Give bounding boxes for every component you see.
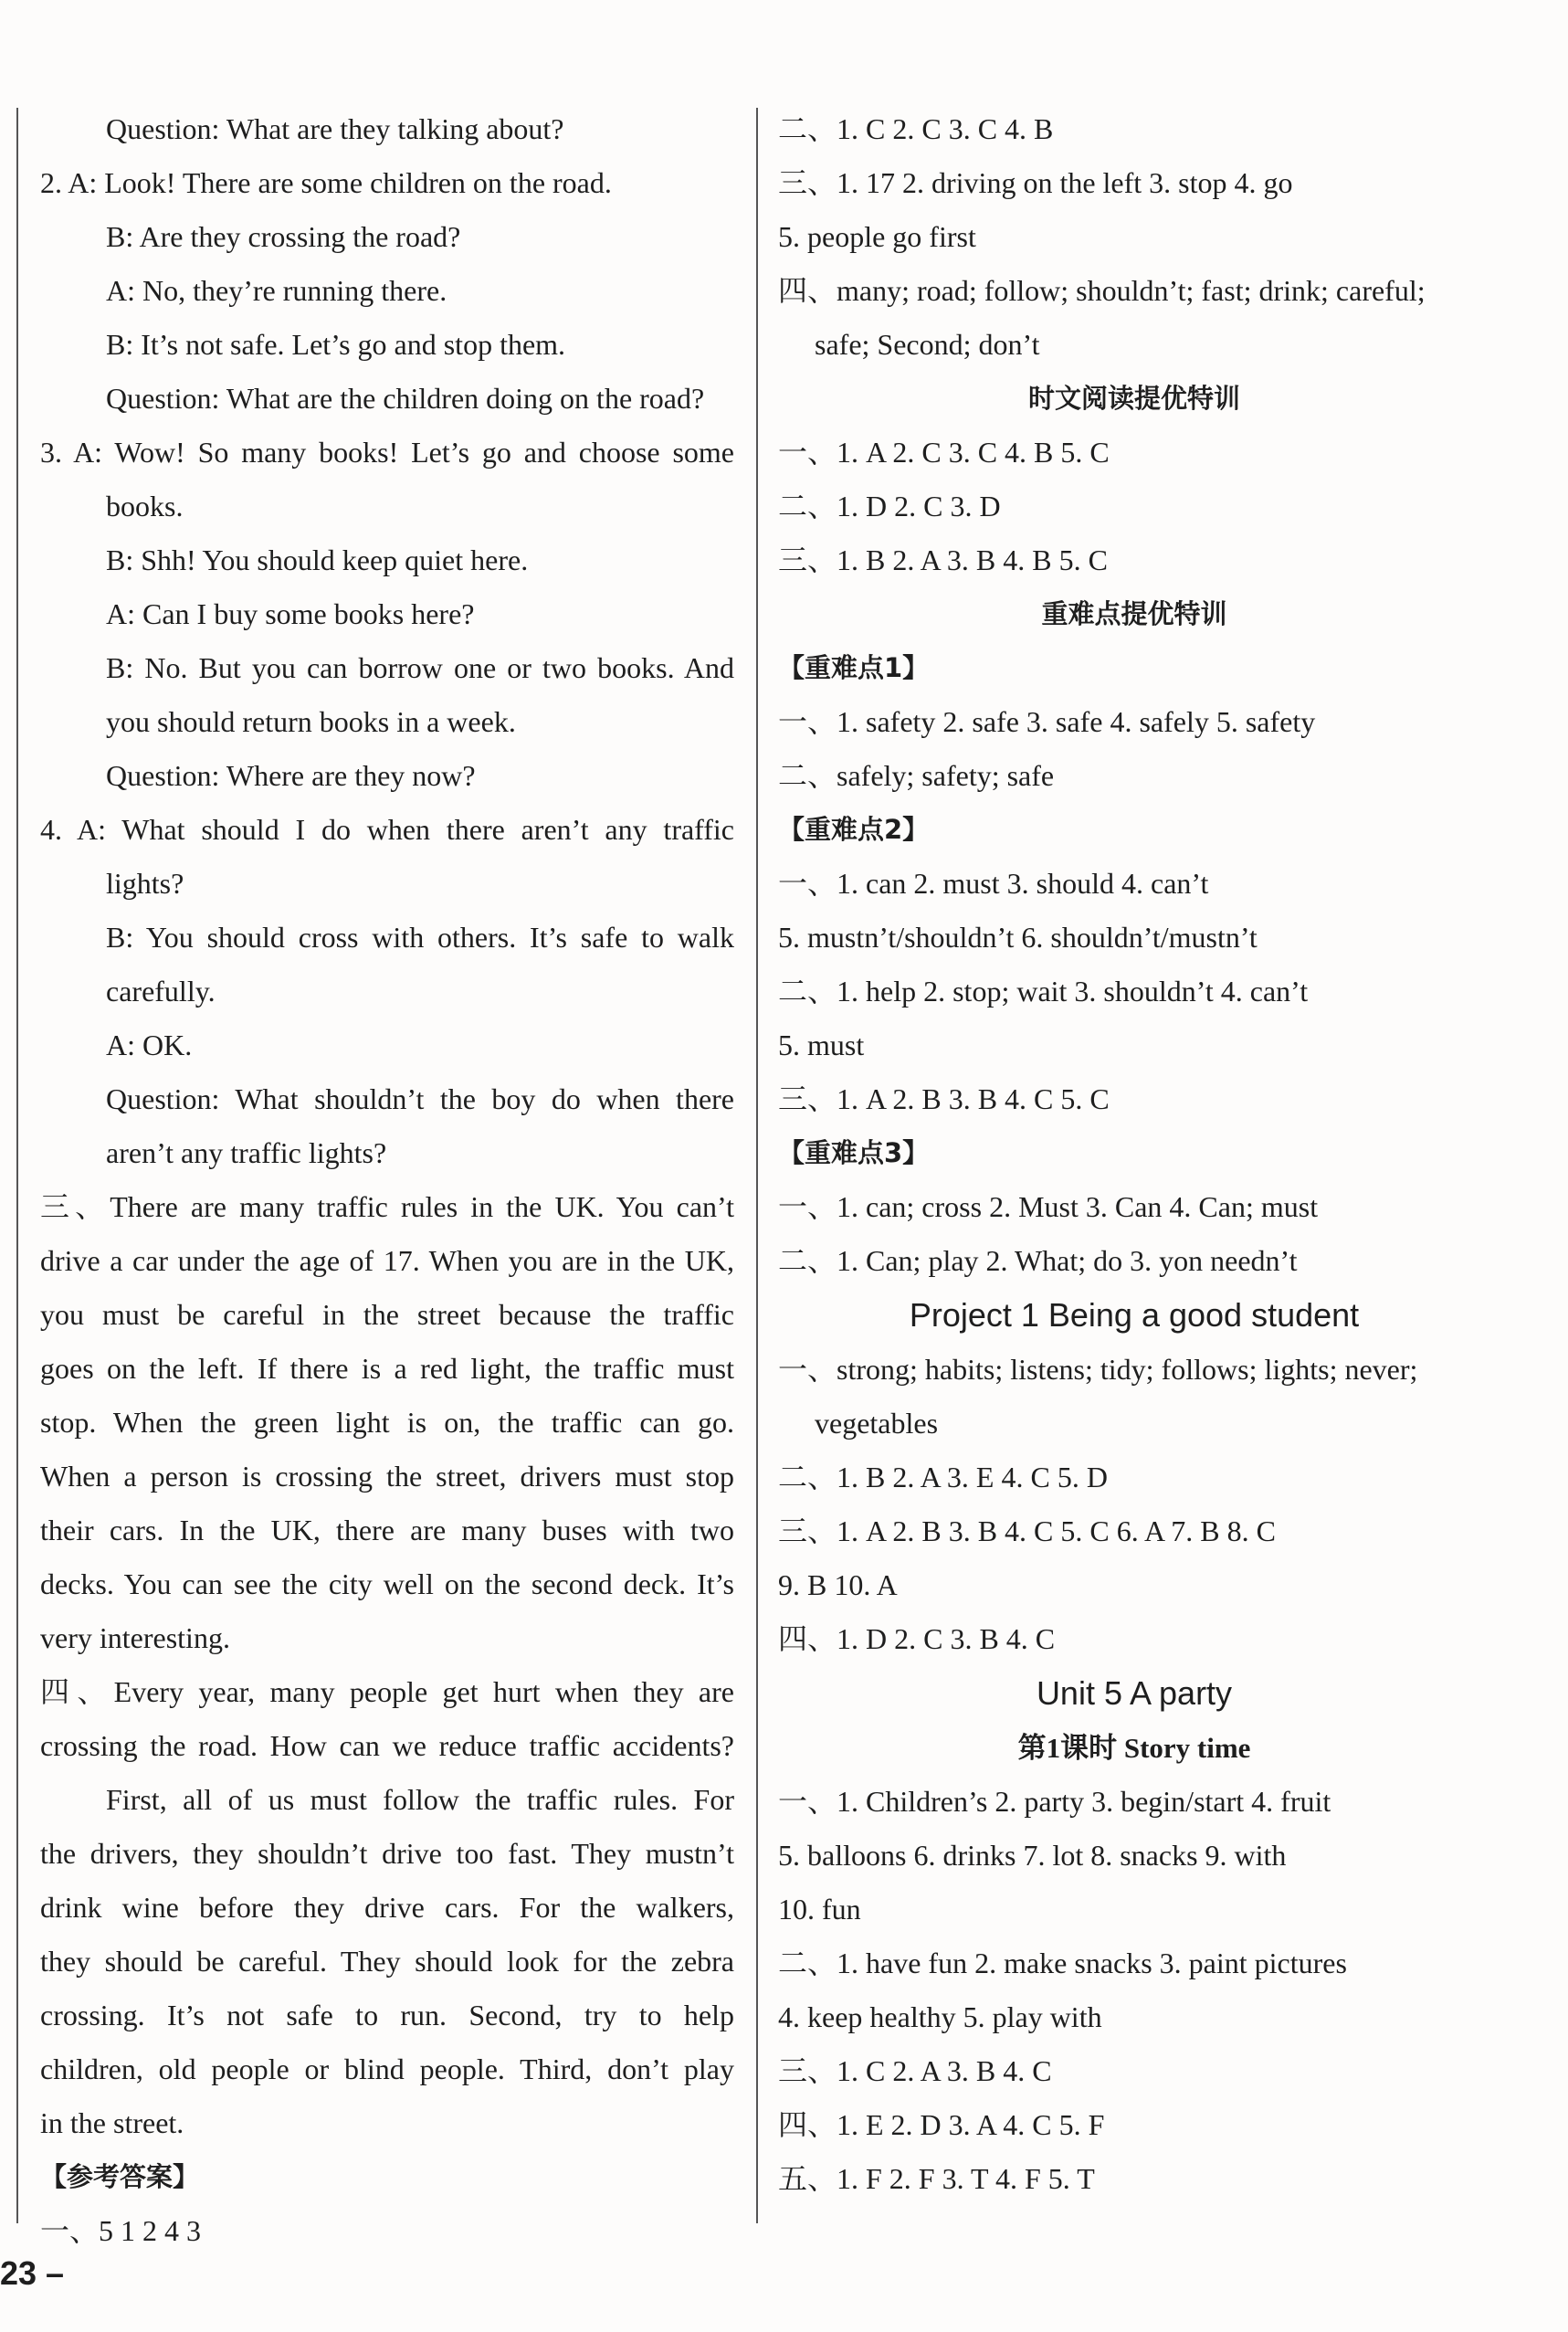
text-line: very interesting. — [40, 1621, 230, 1654]
text-line: Question: What shouldn’t the boy do when there — [106, 1082, 734, 1115]
sub-heading: 【重难点1】 — [778, 652, 930, 683]
text-line: B: Shh! You should keep quiet here. — [106, 543, 529, 576]
text-line: goes on the left. If there is a red light, the traffic must — [40, 1352, 734, 1385]
project-heading: Project 1 Being a good student — [909, 1296, 1360, 1334]
answer-line: 10. fun — [778, 1893, 861, 1926]
answer-line: 二、1. B 2. A 3. E 4. C 5. D — [778, 1461, 1108, 1493]
answer-line: 二、1. C 2. C 3. C 4. B — [778, 112, 1054, 145]
text-line: Question: What are they talking about? — [106, 112, 564, 145]
text-line: A: No, they’re running there. — [106, 274, 447, 307]
text-line: lights? — [106, 867, 184, 900]
answer-line: 三、1. 17 2. driving on the left 3. stop 4. go — [778, 166, 1293, 199]
answer-line: 4. keep healthy 5. play with — [778, 2000, 1102, 2033]
answer-line: 5. mustn’t/shouldn’t 6. shouldn’t/mustn’t — [778, 921, 1258, 954]
text-line: First, all of us must follow the traffic rules. For — [106, 1783, 734, 1816]
text-line: their cars. In the UK, there are many buses with two — [40, 1514, 734, 1546]
answer-line: 三、1. A 2. B 3. B 4. C 5. C 6. A 7. B 8. C — [778, 1514, 1276, 1547]
answer-line: 5. people go first — [778, 220, 976, 253]
column-divider — [756, 108, 758, 2223]
text-line: B: No. But you can borrow one or two books. And — [106, 651, 734, 684]
text-line: A: Can I buy some books here? — [106, 597, 475, 630]
left-column — [40, 102, 734, 2258]
text-line: crossing. It’s not safe to run. Second, try to help — [40, 1999, 734, 2031]
answer-line: 二、1. have fun 2. make snacks 3. paint pictures — [778, 1947, 1347, 1979]
answer-line: 一、1. A 2. C 3. C 4. B 5. C — [778, 436, 1110, 469]
text-line: When a person is crossing the street, drivers must stop — [40, 1460, 734, 1493]
text-line: crossing the road. How can we reduce traffic accidents? — [40, 1729, 734, 1762]
sub-heading: 【重难点2】 — [778, 814, 930, 845]
text-line: 一、5 1 2 4 3 — [40, 2214, 202, 2247]
text-line: books. — [106, 490, 184, 522]
answer-line: 一、1. Children’s 2. party 3. begin/start 4. fruit — [778, 1785, 1331, 1818]
text-line: children, old people or blind people. Third, don’t play — [40, 2052, 734, 2085]
text-line: stop. When the green light is on, the traffic can go. — [40, 1406, 734, 1439]
text-line: the drivers, they shouldn’t drive too fast. They mustn’t — [40, 1837, 734, 1870]
text-line: 3. A: Wow! So many books! Let’s go and choose some — [40, 436, 734, 469]
answer-line: 二、1. help 2. stop; wait 3. shouldn’t 4. can’t — [778, 975, 1309, 1008]
text-line: A: OK. — [106, 1029, 193, 1061]
text-line: you must be careful in the street because the traffic — [40, 1298, 734, 1331]
text-line: they should be careful. They should look for the zebra — [40, 1945, 734, 1978]
text-line: in the street. — [40, 2106, 184, 2139]
answer-line: 五、1. F 2. F 3. T 4. F 5. T — [778, 2162, 1095, 2195]
answer-line: 三、1. A 2. B 3. B 4. C 5. C — [778, 1082, 1110, 1115]
text-line: 4. A: What should I do when there aren’t any traffic — [40, 813, 734, 846]
unit-heading: Unit 5 A party — [1036, 1674, 1233, 1712]
answer-line: 二、1. D 2. C 3. D — [778, 490, 1001, 522]
answer-key-label: 【参考答案】 — [40, 2161, 200, 2192]
right-column — [778, 102, 1490, 2206]
text-line: Question: What are the children doing on the road? — [106, 382, 705, 415]
answer-line: 一、1. can 2. must 3. should 4. can’t — [778, 867, 1209, 900]
text-line: you should return books in a week. — [106, 705, 516, 738]
answer-line: safe; Second; don’t — [815, 328, 1040, 361]
section-heading: 时文阅读提优特训 — [1027, 383, 1240, 414]
answer-line: 二、1. Can; play 2. What; do 3. yon needn’t — [778, 1244, 1298, 1277]
answer-line: 四、many; road; follow; shouldn’t; fast; drink; careful; — [778, 274, 1426, 307]
page-number: 23 – — [0, 2254, 65, 2292]
sub-heading: 【重难点3】 — [778, 1137, 930, 1168]
text-line: 三、There are many traffic rules in the UK. You can’t — [40, 1190, 734, 1223]
answer-line: 5. balloons 6. drinks 7. lot 8. snacks 9. with — [778, 1839, 1287, 1872]
answer-line: 一、1. safety 2. safe 3. safe 4. safely 5. safety — [778, 705, 1316, 738]
text-line: 2. A: Look! There are some children on the road. — [40, 166, 612, 199]
text-line: carefully. — [106, 975, 216, 1008]
answer-line: 四、1. E 2. D 3. A 4. C 5. F — [778, 2108, 1105, 2141]
text-line: B: Are they crossing the road? — [106, 220, 461, 253]
answer-line: 5. must — [778, 1029, 865, 1061]
left-margin-rule — [16, 108, 18, 2223]
answer-line: 一、1. can; cross 2. Must 3. Can 4. Can; must — [778, 1190, 1319, 1223]
answer-line: 9. B 10. A — [778, 1568, 898, 1601]
lesson-heading: 第1课时 Story time — [1017, 1732, 1251, 1764]
answer-line: vegetables — [815, 1407, 939, 1440]
answer-line: 三、1. B 2. A 3. B 4. B 5. C — [778, 543, 1108, 576]
text-line: Question: Where are they now? — [106, 759, 476, 792]
text-line: drink wine before they drive cars. For the walkers, — [40, 1891, 734, 1924]
text-line: B: It’s not safe. Let’s go and stop them. — [106, 328, 566, 361]
answer-line: 一、strong; habits; listens; tidy; follows; lights; never; — [778, 1353, 1418, 1386]
answer-line: 三、1. C 2. A 3. B 4. C — [778, 2054, 1052, 2087]
text-line: B: You should cross with others. It’s safe to walk — [106, 921, 734, 954]
answer-line: 四、1. D 2. C 3. B 4. C — [778, 1622, 1056, 1655]
text-line: drive a car under the age of 17. When you are in the UK, — [40, 1244, 734, 1277]
text-line: aren’t any traffic lights? — [106, 1136, 387, 1169]
text-line: decks. You can see the city well on the second deck. It’s — [40, 1567, 734, 1600]
section-heading: 重难点提优特训 — [1041, 598, 1227, 629]
answer-line: 二、safely; safety; safe — [778, 759, 1055, 792]
text-line: 四、Every year, many people get hurt when they are — [40, 1675, 734, 1708]
